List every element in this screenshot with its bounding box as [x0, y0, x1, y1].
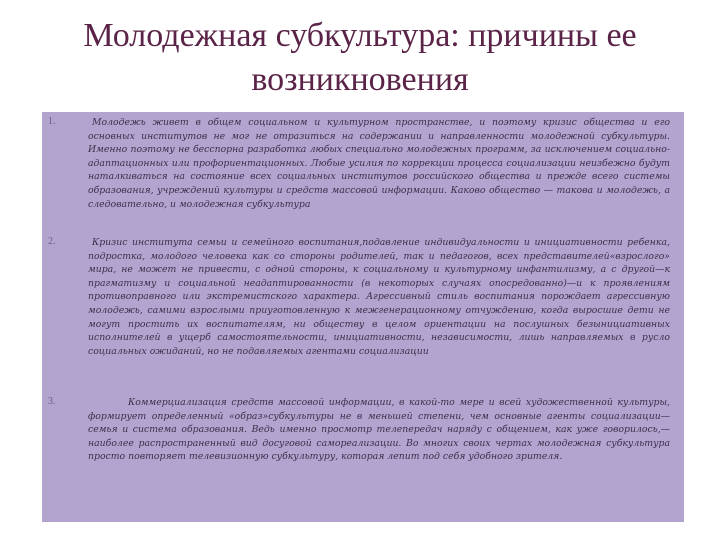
list-item-text: Кризис института семьи и семейного воспитания,подавление индивидуальности и инициативности ребенка, подростка, молодого человека как со стороны родителей, так и педагогов, всех представителей«взрослого» мира, не может не привести, с одной стороны, к социальному и культурному инфантилизму, а с другой—к прагматизму и социальной неадаптированности (в некоторых случаях опосредованно)—и к проявлениям противоправного или экстремистского характера. Агрессивный стиль воспитания порождает агрессивную молодежь, самими взрослыми приуготовленную к межгенерационному отчуждению, когда выросшие дети не могут простить их воспитателям, ни обществу в целом ориентации на послушных безынициативных исполнителей в ущерб самостоятельности, инициативности, независимости, лишь направляемых в русло социальных ожиданий, но не подавляемых агентами социализации — [88, 237, 670, 357]
list-item-text: Молодежь живет в общем социальном и культурном пространстве, и поэтому кризис общества и его основных институтов не мог не отразиться на содержании и направленности молодежной субкультуры. Именно поэтому не бесспорна разработка любых специально молодежных программ, за исключением социально-адаптационных или профориентационных. Любые усилия по коррекции процесса социализации неизбежно будут наталкиваться на состояние всех социальных институтов российского общества и прежде всего системы образования, учреждений культуры и средств массовой информации. Каково общество — такова и молодежь, а следовательно, и молодежная субкультура — [88, 117, 670, 210]
slide-title-line-2: возникновения — [251, 61, 469, 98]
slide-title-line-1: Молодежная субкультура: причины ее — [83, 17, 637, 54]
list-item-number: 1. — [48, 116, 56, 127]
list-item-number: 3. — [48, 396, 56, 407]
slide-title — [0, 14, 720, 102]
list-item-text: Коммерциализация средств массовой информации, в какой-то мере и всей художественной культуры, формирует определенный «образ»субкультуры не в меньшей степени, чем основные агенты социализации—семья и система образования. Ведь именно просмотр телепередач наряду с общением, как уже говорилось,—наиболее распространенный вид досуговой самореализации. Во многих своих чертах молодежная субкультура просто повторяет телевизионную субкультуру, которая лепит под себя удобного зрителя. — [88, 397, 670, 463]
content-panel — [42, 112, 684, 522]
list-item-number: 2. — [48, 236, 56, 247]
